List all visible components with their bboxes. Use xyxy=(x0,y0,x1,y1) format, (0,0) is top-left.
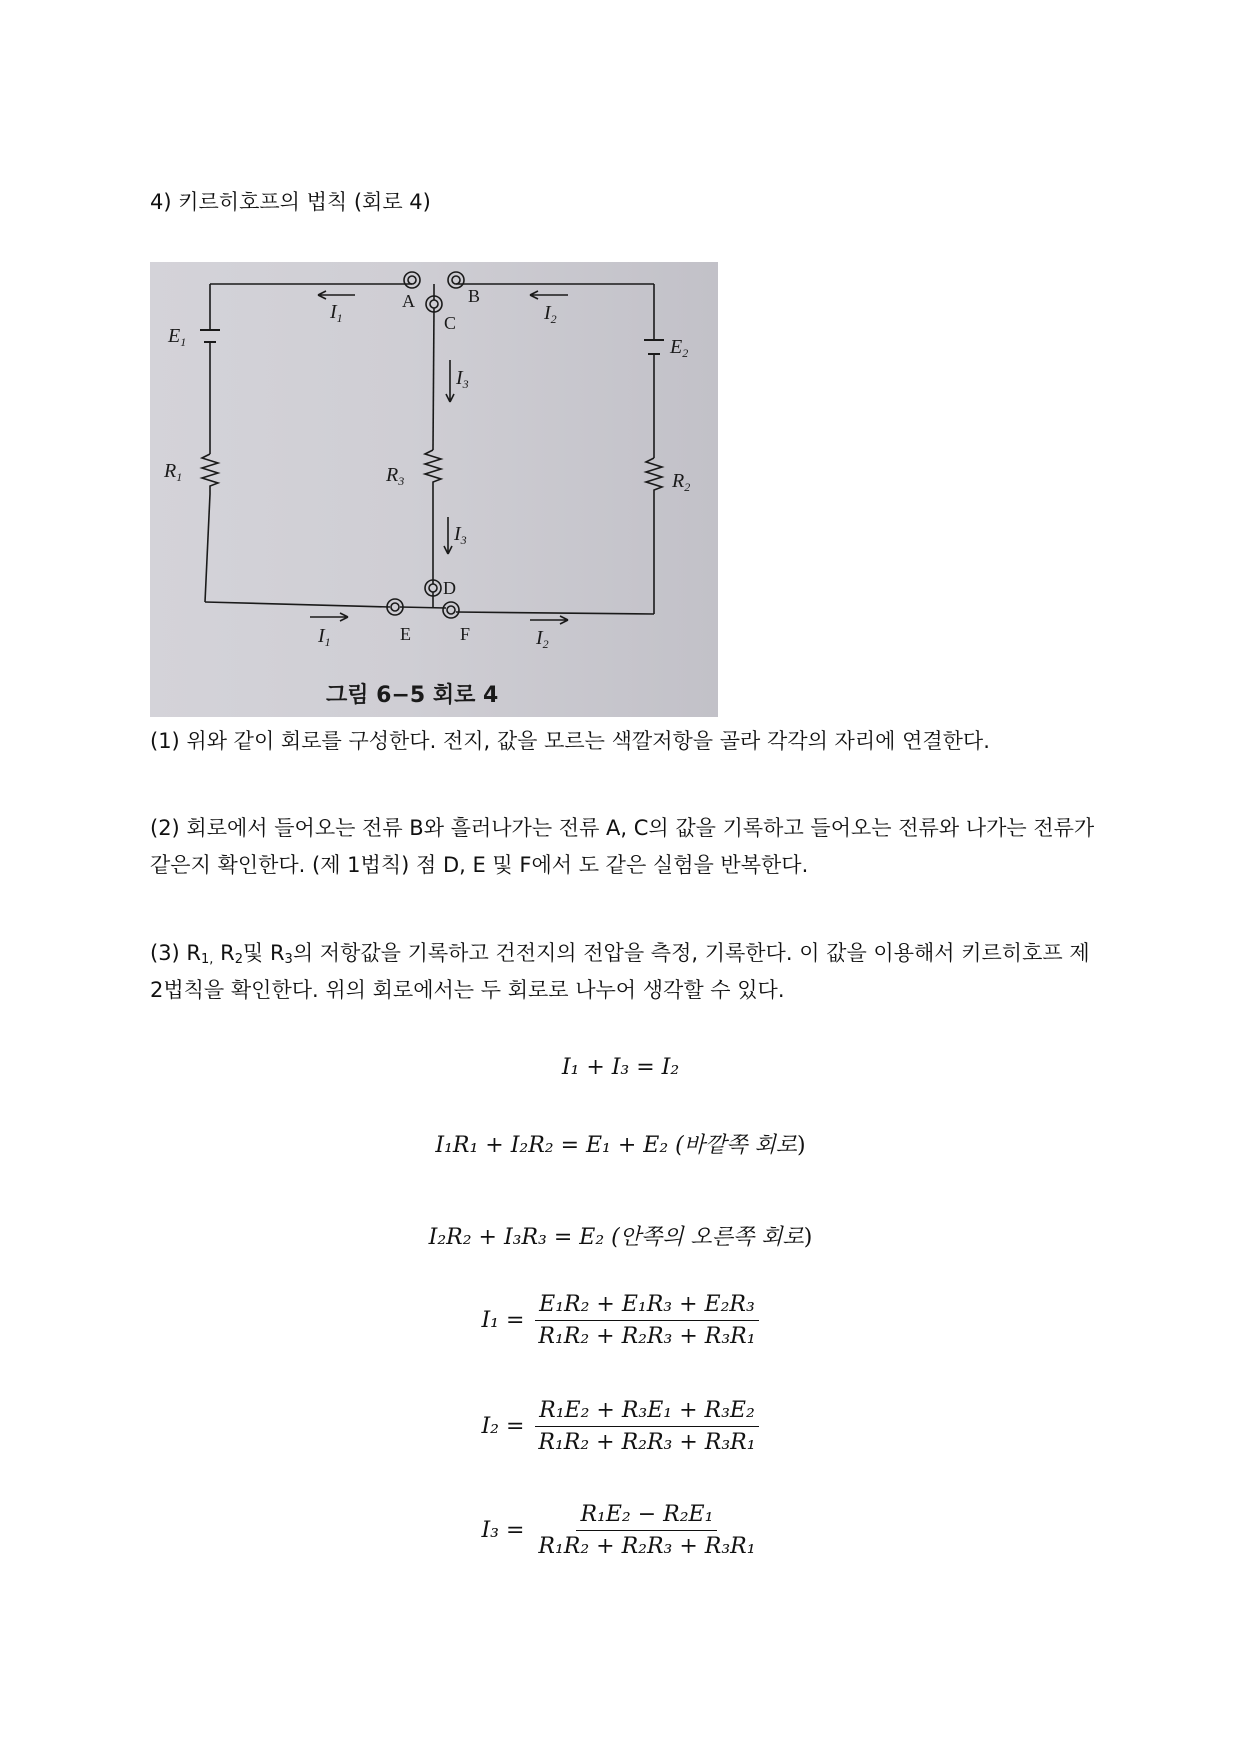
wire-bottom-join xyxy=(400,607,446,608)
label-e: E xyxy=(400,624,411,644)
arrow-i3-lower xyxy=(444,517,452,554)
battery-e2 xyxy=(644,340,664,354)
current-i2-bottom: $I_2$ xyxy=(536,627,549,651)
equation-i1: I₁ = $\frac{\text{E₁R₂ + E₁R₃ + E₂R₃}}{\text{R₁R₂ + R₂R₃ + R₃R₁}}$ xyxy=(0,1292,1241,1349)
paragraph-2: (2) 회로에서 들어오는 전류 B와 흘러나가는 전류 A, C의 값을 기록하고 들어오는 전류와 나가는 전류가 같은지 확인한다. (제 1법칙) 점 D, E 및 F에서 도 같은 실험을 반복한다. xyxy=(150,816,1095,877)
battery-e1 xyxy=(200,330,220,342)
terminal-b xyxy=(448,272,464,288)
wire-bottom-right xyxy=(456,612,654,614)
equation-i2: I₂ = $\frac{\text{R₁E₂ + R₃E₁ + R₃E₂}}{\text{R₁R₂ + R₂R₃ + R₃R₁}}$ xyxy=(0,1398,1241,1455)
label-d: D xyxy=(443,578,456,598)
arrow-i1-top xyxy=(318,291,355,299)
label-r2: $R_2$ xyxy=(672,470,691,494)
label-r3: $R_3$ xyxy=(386,464,405,488)
equation-kcl: I₁ + I₃ = I₂ xyxy=(561,1055,680,1080)
equation-i3: I₃ = $\frac{\text{R₁E₂ − R₂E₁}}{\text{R₁R₂ + R₂R₃ + R₃R₁}}$ xyxy=(481,1502,756,1559)
wire-bottom-left xyxy=(205,602,390,607)
arrow-i2-bottom xyxy=(530,616,568,624)
label-e2: $E_2$ xyxy=(670,336,689,360)
equation-outer-loop: I₁R₁ + I₂R₂ = E₁ + E₂ (바깥쪽 회로) xyxy=(435,1133,806,1158)
label-a: A xyxy=(402,291,415,311)
resistor-r2 xyxy=(646,458,662,498)
current-i3-upper: $I_3$ xyxy=(456,367,469,391)
current-i1-bottom: $I_1$ xyxy=(318,625,331,649)
paragraph-3: (3) $R_{1,}$ $R_2$및 $R_3$의 저항값을 기록하고 건전지의 전압을 측정, 기록한다. 이 값을 이용해서 키르히호프 제 2법칙을 확인한다. 위의 회로에서는 두 회로로 나누어 생각할 수 있다. xyxy=(150,941,1090,1002)
arrow-i2-top xyxy=(530,291,568,299)
figure-caption: 그림 6−5 회로 4 xyxy=(326,683,499,708)
label-c: C xyxy=(444,313,457,333)
equation-inner-right-loop: I₂R₂ + I₃R₃ = E₂ (안쪽의 오른쪽 회로) xyxy=(428,1225,813,1250)
arrow-i3-upper xyxy=(446,360,454,402)
terminal-a xyxy=(404,272,420,288)
label-r1: $R_1$ xyxy=(164,460,183,484)
label-e1: $E_1$ xyxy=(168,325,187,349)
current-i3-lower: $I_3$ xyxy=(454,523,467,547)
circuit-figure xyxy=(150,262,718,717)
current-i2-top: $I_2$ xyxy=(544,302,557,326)
label-b: B xyxy=(468,286,481,306)
resistor-r1 xyxy=(202,454,218,494)
label-f: F xyxy=(460,624,471,644)
wire-middle-upper xyxy=(433,308,434,450)
wire-left-side-bottom xyxy=(205,494,210,602)
current-i1-top: $I_1$ xyxy=(330,301,343,325)
terminal-f xyxy=(443,602,459,618)
section-heading: 4) 키르히호프의 법칙 (회로 4) xyxy=(150,190,431,214)
resistor-r3 xyxy=(425,450,441,490)
arrow-i1-bottom xyxy=(310,613,348,621)
paragraph-1: (1) 위와 같이 회로를 구성한다. 전지, 값을 모르는 색깔저항을 골라 각각의 자리에 연결한다. xyxy=(150,729,990,753)
